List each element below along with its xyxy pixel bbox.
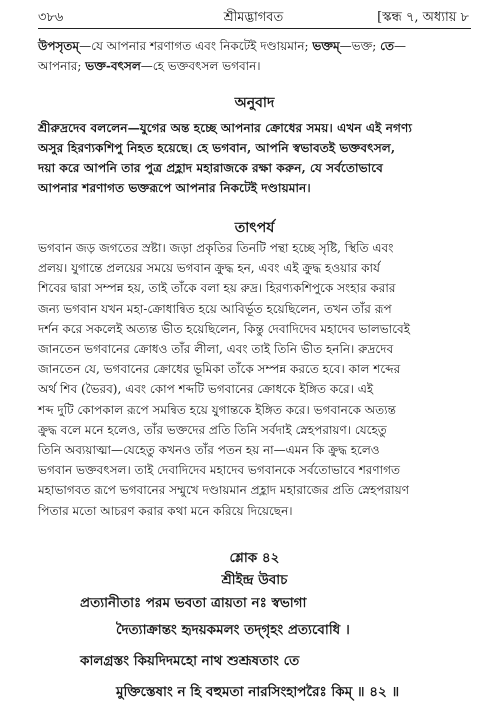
translation-line: শ্রীরুদ্রদেব বললেন—যুগের অন্ত হচ্ছে আপনার ক্রোধের সময়। এখন এই নগণ্য bbox=[38, 121, 412, 135]
purport-line: শব্দ দুটি কোপকাল রূপে সমন্বিত হয়ে যুগান্তকে ইঙ্গিত করে। ভগবানকে অত্যন্ত bbox=[38, 402, 396, 417]
section-reference: [স্কন্ধ ৭, অধ্যায় ৮ bbox=[377, 10, 469, 25]
page-header bbox=[38, 8, 469, 28]
translation-line: দয়া করে আপনি তার পুত্র প্রহ্লাদ মহারাজকে রক্ষা করুন, যে সর্বতোভাবে bbox=[38, 161, 383, 175]
purport-line: দর্শন করে সকলেই অত্যন্ত ভীত হয়েছিলেন, কিন্তু দেবাদিদেব মহাদেব ভালভাবেই bbox=[38, 321, 410, 336]
synonym-text: —ভক্ত; bbox=[339, 39, 381, 53]
verse-line: মুক্তিস্তেষাং ন হি বহুমতা নারসিংহাপরৈঃ কিম্‌ ॥ ৪২ ॥ bbox=[116, 684, 400, 700]
purport-line: জন্য ভগবান যখন মহা-ক্রোধান্বিত হয়ে আবির্ভূত হয়েছিলেন, তখন তাঁর রূপ bbox=[38, 301, 392, 316]
verse-line: কালগ্রস্তং কিয়দিদমহো নাথ শুশ্রূষতাং তে bbox=[80, 653, 300, 669]
verse-line: দৈত্যাক্রান্তং হৃদয়কমলং তদ্‌গৃহং প্রত্যবোধি । bbox=[116, 622, 350, 638]
translation-line: অসুর হিরণ্যকশিপু নিহত হয়েছে। হে ভগবান, আপনি স্বভাবতই ভক্তবৎসল, bbox=[38, 141, 396, 155]
page-number: ৩৮৬ bbox=[38, 10, 64, 25]
shloka-heading: শ্লোক ৪২ bbox=[229, 550, 280, 566]
synonym-term: ভক্ত-বৎসল bbox=[85, 59, 141, 73]
purport-heading: তাৎপর্য bbox=[234, 220, 275, 236]
header-rule bbox=[38, 28, 471, 29]
purport-line: ভগবান জড় জগতের স্রষ্টা। জড়া প্রকৃতির তিনটি পন্থা হচ্ছে সৃষ্টি, স্থিতি এবং bbox=[38, 241, 394, 255]
synonym-term: তে bbox=[380, 39, 395, 53]
synonym-text: —হে ভক্তবৎসল ভগবান। bbox=[140, 59, 261, 73]
verse-speaker: শ্রীইন্দ্র উবাচ bbox=[221, 572, 288, 588]
purport-line: ক্রুদ্ধ বলে মনে হলেও, তাঁর ভক্তদের প্রতি তিনি সর্বদাই স্নেহপরায়ণ। যেহেতু bbox=[38, 422, 387, 437]
purport-line: তিনি অব্যয়াত্মা—যেহেতু কখনও তাঁর পতন হয় না—এমন কি ক্রুদ্ধ হলেও bbox=[38, 443, 380, 458]
purport-line: জানতেন ভগবানের ক্রোধও তাঁর লীলা, এবং তাই তিনি ভীত হননি। রুদ্রদেব bbox=[38, 342, 394, 357]
translation-heading: অনুবাদ bbox=[234, 95, 275, 111]
synonym-text: —যে আপনার শরণাগত এবং নিকটেই দণ্ডায়মান; bbox=[79, 39, 313, 53]
purport-line: মহাভাগবত রূপে ভগবানের সম্মুখে দণ্ডায়মান প্রহ্লাদ মহারাজের প্রতি স্নেহপরায়ণ bbox=[38, 483, 409, 498]
synonym-term: ভক্তম্ bbox=[312, 39, 340, 53]
purport-line: ভগবান ভক্তবৎসল। তাই দেবাদিদেব মহাদেব ভগবানকে সর্বতোভাবে শরণাগত bbox=[38, 463, 401, 478]
verse-line: প্রত্যানীতাঃ পরম ভবতা ত্রায়তা নঃ স্বভাগা bbox=[80, 595, 307, 611]
purport-line: অর্থ শিব (ভৈরব), এবং কোপ শব্দটি ভগবানের ক্রোধকে ইঙ্গিত করে। এই bbox=[38, 382, 374, 397]
synonym-text: আপনার; bbox=[38, 59, 86, 73]
purport-line: প্রলয়। যুগান্তে প্রলয়ের সময়ে ভগবান ক্রুদ্ধ হন, এবং এই ক্রুদ্ধ হওয়ার কার্য bbox=[38, 261, 380, 276]
translation-paragraph bbox=[38, 118, 471, 198]
translation-line: আপনার শরণাগত ভক্তরূপে আপনার নিকটেই দণ্ডায়মান। bbox=[38, 181, 311, 195]
synonyms-paragraph bbox=[38, 36, 471, 76]
book-title: শ্রীমদ্ভাগবত bbox=[223, 10, 284, 25]
purport-line: জানতেন যে, ভগবানের ক্রোধের ভূমিকা তাঁকে সম্পন্ন করতে হবে। কাল শব্দের bbox=[38, 362, 401, 377]
purport-paragraph bbox=[38, 238, 471, 521]
synonym-term: উপসৃতম্ bbox=[38, 39, 80, 53]
purport-line: শিবের দ্বারা সম্পন্ন হয়, তাই তাঁকে বলা হয় রুদ্র। হিরণ্যকশিপুকে সংহার করার bbox=[38, 281, 396, 296]
synonym-text: — bbox=[394, 39, 407, 53]
purport-line: পিতার মতো আচরণ করার কথা মনে করিয়ে দিয়েছেন। bbox=[38, 503, 293, 518]
